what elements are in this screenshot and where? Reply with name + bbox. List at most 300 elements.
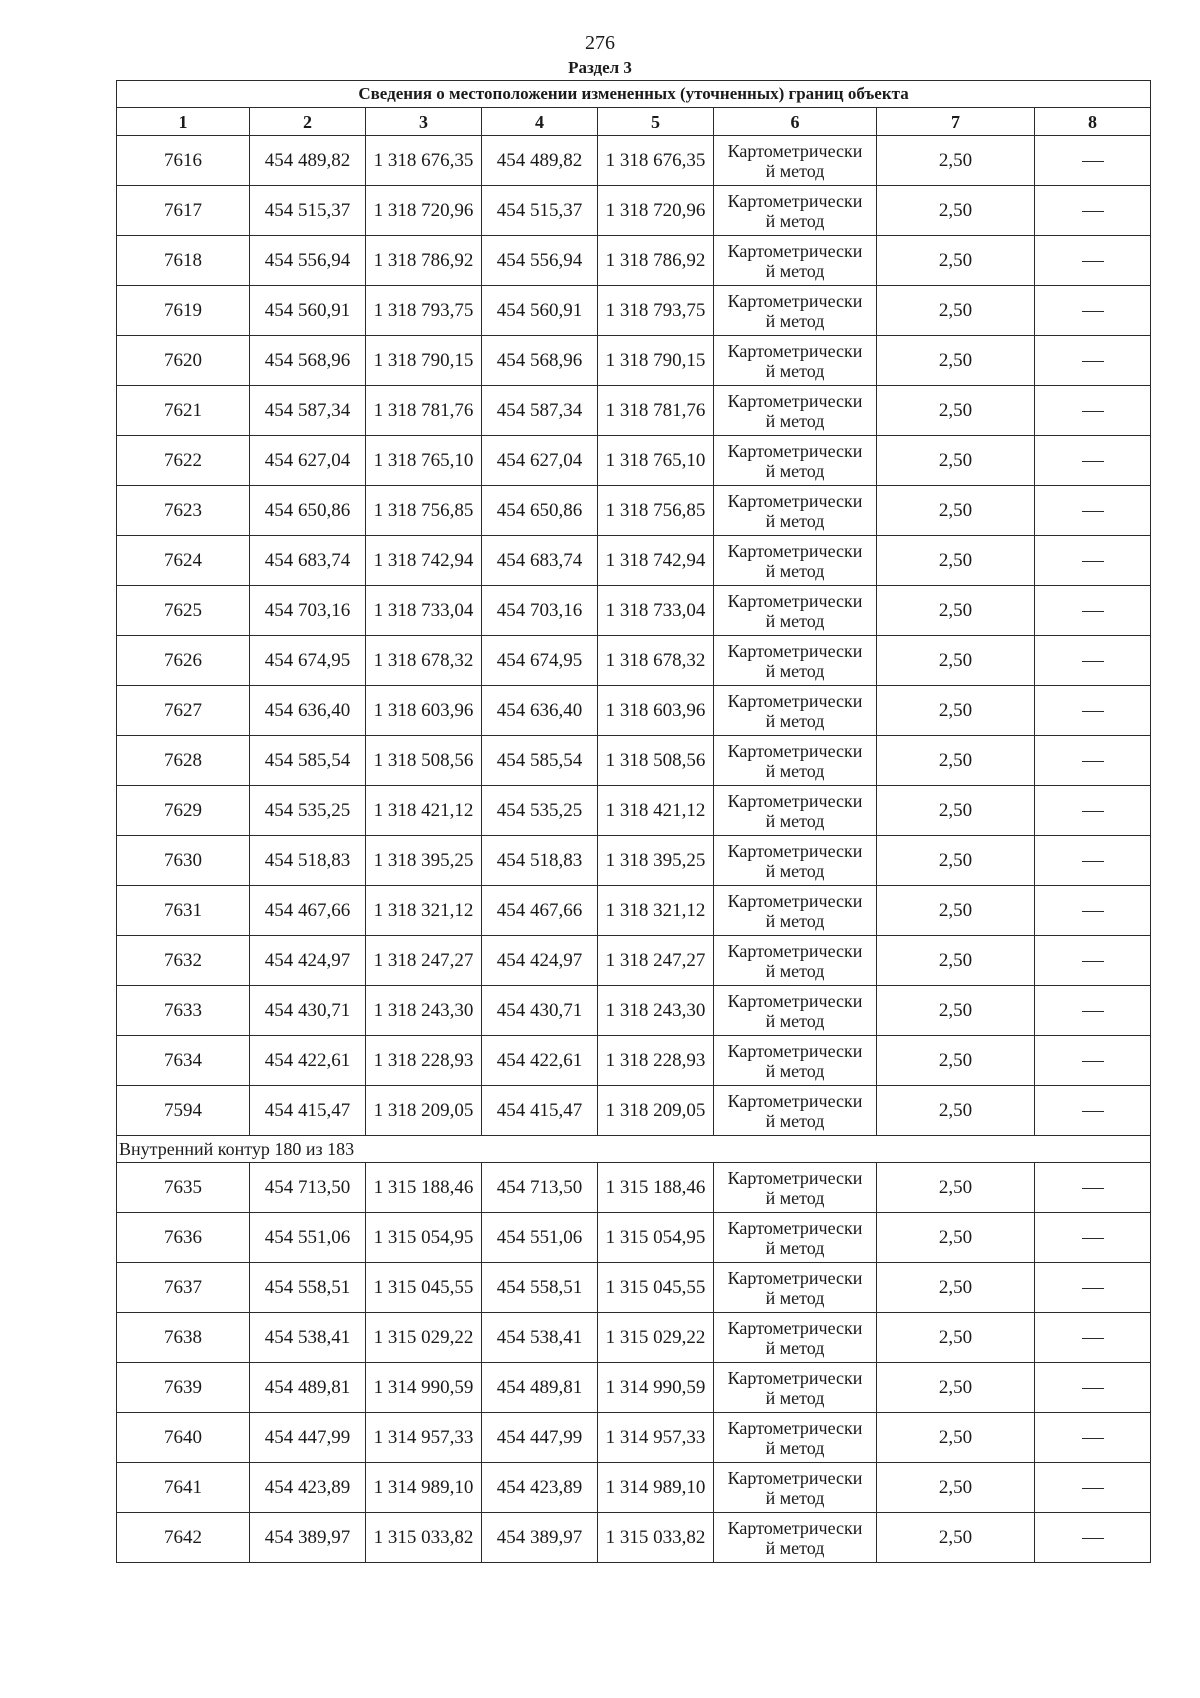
cell-col-5: 1 318 508,56	[598, 736, 714, 786]
empty-value-dash	[1082, 361, 1104, 362]
cell-col-6	[714, 786, 877, 836]
column-number: 2	[250, 108, 366, 136]
cell-col-7: 2,50	[877, 836, 1035, 886]
cell-col-2: 454 430,71	[250, 986, 366, 1036]
table-row	[117, 186, 1151, 236]
cell-col-7: 2,50	[877, 186, 1035, 236]
cell-col-3: 1 318 720,96	[366, 186, 482, 236]
cell-col-6	[714, 386, 877, 436]
cell-col-2: 454 585,54	[250, 736, 366, 786]
cell-col-1: 7631	[117, 886, 250, 936]
cell-col-4: 454 650,86	[482, 486, 598, 536]
empty-value-dash	[1082, 461, 1104, 462]
cell-col-4: 454 674,95	[482, 636, 598, 686]
cell-col-4: 454 585,54	[482, 736, 598, 786]
method-text-line-2: й метод	[765, 610, 825, 631]
cell-col-1: 7616	[117, 136, 250, 186]
cell-col-3: 1 318 247,27	[366, 936, 482, 986]
cell-col-7: 2,50	[877, 786, 1035, 836]
cell-col-7: 2,50	[877, 986, 1035, 1036]
cell-col-2: 454 447,99	[250, 1413, 366, 1463]
cell-col-1: 7633	[117, 986, 250, 1036]
cell-col-6	[714, 236, 877, 286]
cell-col-6	[714, 336, 877, 386]
cell-col-4: 454 636,40	[482, 686, 598, 736]
cell-col-4: 454 587,34	[482, 386, 598, 436]
table-row	[117, 836, 1151, 886]
empty-value-dash	[1082, 1011, 1104, 1012]
cell-col-3: 1 318 733,04	[366, 586, 482, 636]
table-row	[117, 1313, 1151, 1363]
cell-col-1: 7635	[117, 1163, 250, 1213]
method-text-line-2: й метод	[765, 510, 825, 531]
cell-col-7: 2,50	[877, 236, 1035, 286]
method-text-line-2: й метод	[765, 560, 825, 581]
table-row	[117, 1513, 1151, 1563]
cell-col-5: 1 318 790,15	[598, 336, 714, 386]
method-text-line-2: й метод	[765, 1237, 825, 1258]
table-row	[117, 1163, 1151, 1213]
method-text-line-2: й метод	[765, 1010, 825, 1031]
cell-col-8	[1035, 686, 1151, 736]
cell-col-4: 454 515,37	[482, 186, 598, 236]
cell-col-4: 454 703,16	[482, 586, 598, 636]
cell-col-3: 1 318 321,12	[366, 886, 482, 936]
cell-col-5: 1 318 793,75	[598, 286, 714, 336]
cell-col-7: 2,50	[877, 286, 1035, 336]
cell-col-5: 1 315 054,95	[598, 1213, 714, 1263]
cell-col-1: 7639	[117, 1363, 250, 1413]
cell-col-8	[1035, 586, 1151, 636]
cell-col-7: 2,50	[877, 1463, 1035, 1513]
cell-col-3: 1 315 188,46	[366, 1163, 482, 1213]
cell-col-5: 1 318 243,30	[598, 986, 714, 1036]
cell-col-5: 1 318 421,12	[598, 786, 714, 836]
cell-col-2: 454 422,61	[250, 1036, 366, 1086]
column-number: 1	[117, 108, 250, 136]
cell-col-4: 454 430,71	[482, 986, 598, 1036]
cell-col-6	[714, 736, 877, 786]
table-row	[117, 536, 1151, 586]
cell-col-3: 1 318 781,76	[366, 386, 482, 436]
method-text-line-2: й метод	[765, 1537, 825, 1558]
table-row	[117, 1263, 1151, 1313]
cell-col-8	[1035, 1413, 1151, 1463]
table-row	[117, 1413, 1151, 1463]
cell-col-1: 7640	[117, 1413, 250, 1463]
method-text-line-1: Картометрически	[727, 640, 863, 661]
column-number: 6	[714, 108, 877, 136]
method-text-line-1: Картометрически	[727, 340, 863, 361]
empty-value-dash	[1082, 1238, 1104, 1239]
empty-value-dash	[1082, 861, 1104, 862]
cell-col-6	[714, 1263, 877, 1313]
section-title: Раздел 3	[568, 58, 632, 77]
table-row	[117, 636, 1151, 686]
page-number: 276	[585, 32, 615, 54]
method-text-line-2: й метод	[765, 1110, 825, 1131]
cell-col-2: 454 703,16	[250, 586, 366, 636]
cell-col-8	[1035, 386, 1151, 436]
cell-col-6	[714, 1086, 877, 1136]
cell-col-5: 1 318 720,96	[598, 186, 714, 236]
cell-col-4: 454 489,82	[482, 136, 598, 186]
empty-value-dash	[1082, 211, 1104, 212]
contour-label: Внутренний контур 180 из 183	[117, 1136, 1151, 1163]
cell-col-6	[714, 1213, 877, 1263]
cell-col-6	[714, 1036, 877, 1086]
cell-col-6	[714, 486, 877, 536]
cell-col-2: 454 489,81	[250, 1363, 366, 1413]
cell-col-5: 1 318 321,12	[598, 886, 714, 936]
cell-col-6	[714, 286, 877, 336]
cell-col-4: 454 538,41	[482, 1313, 598, 1363]
cell-col-3: 1 318 786,92	[366, 236, 482, 286]
contour-section	[117, 1136, 1151, 1163]
cell-col-5: 1 318 765,10	[598, 436, 714, 486]
cell-col-5: 1 318 209,05	[598, 1086, 714, 1136]
table-row	[117, 236, 1151, 286]
method-text-line-2: й метод	[765, 410, 825, 431]
method-text-line-1: Картометрически	[727, 840, 863, 861]
table-row	[117, 786, 1151, 836]
cell-col-3: 1 318 508,56	[366, 736, 482, 786]
cell-col-6	[714, 1363, 877, 1413]
cell-col-7: 2,50	[877, 686, 1035, 736]
cell-col-3: 1 318 742,94	[366, 536, 482, 586]
table-row	[117, 1363, 1151, 1413]
method-text-line-1: Картометрически	[727, 890, 863, 911]
table-row	[117, 1086, 1151, 1136]
cell-col-5: 1 318 247,27	[598, 936, 714, 986]
cell-col-1: 7622	[117, 436, 250, 486]
cell-col-6	[714, 686, 877, 736]
cell-col-7: 2,50	[877, 936, 1035, 986]
cell-col-6	[714, 136, 877, 186]
column-number: 7	[877, 108, 1035, 136]
cell-col-3: 1 314 957,33	[366, 1413, 482, 1463]
table-row	[117, 486, 1151, 536]
cell-col-8	[1035, 786, 1151, 836]
cell-col-5: 1 318 395,25	[598, 836, 714, 886]
cell-col-8	[1035, 1313, 1151, 1363]
cell-col-4: 454 424,97	[482, 936, 598, 986]
cell-col-3: 1 318 765,10	[366, 436, 482, 486]
empty-value-dash	[1082, 611, 1104, 612]
cell-col-6	[714, 1463, 877, 1513]
cell-col-3: 1 318 243,30	[366, 986, 482, 1036]
cell-col-8	[1035, 136, 1151, 186]
cell-col-2: 454 415,47	[250, 1086, 366, 1136]
empty-value-dash	[1082, 1338, 1104, 1339]
method-text-line-2: й метод	[765, 1337, 825, 1358]
cell-col-3: 1 318 790,15	[366, 336, 482, 386]
cell-col-1: 7636	[117, 1213, 250, 1263]
cell-col-2: 454 423,89	[250, 1463, 366, 1513]
cell-col-6	[714, 1163, 877, 1213]
method-text-line-2: й метод	[765, 960, 825, 981]
method-text-line-2: й метод	[765, 460, 825, 481]
table-row	[117, 986, 1151, 1036]
cell-col-2: 454 627,04	[250, 436, 366, 486]
cell-col-5: 1 315 045,55	[598, 1263, 714, 1313]
method-text-line-2: й метод	[765, 1487, 825, 1508]
column-number-row	[117, 108, 1151, 136]
table-row	[117, 736, 1151, 786]
cell-col-5: 1 318 781,76	[598, 386, 714, 436]
method-text-line-1: Картометрически	[727, 690, 863, 711]
cell-col-7: 2,50	[877, 1263, 1035, 1313]
cell-col-6	[714, 836, 877, 886]
cell-col-4: 454 447,99	[482, 1413, 598, 1463]
cell-col-2: 454 587,34	[250, 386, 366, 436]
cell-col-4: 454 518,83	[482, 836, 598, 886]
cell-col-8	[1035, 1086, 1151, 1136]
empty-value-dash	[1082, 811, 1104, 812]
cell-col-7: 2,50	[877, 1163, 1035, 1213]
cell-col-7: 2,50	[877, 586, 1035, 636]
cell-col-3: 1 315 054,95	[366, 1213, 482, 1263]
cell-col-8	[1035, 836, 1151, 886]
method-text-line-2: й метод	[765, 360, 825, 381]
method-text-line-2: й метод	[765, 710, 825, 731]
cell-col-8	[1035, 286, 1151, 336]
cell-col-7: 2,50	[877, 636, 1035, 686]
empty-value-dash	[1082, 1538, 1104, 1539]
cell-col-5: 1 318 676,35	[598, 136, 714, 186]
method-text-line-1: Картометрически	[727, 140, 863, 161]
cell-col-8	[1035, 436, 1151, 486]
method-text-line-1: Картометрически	[727, 990, 863, 1011]
method-text-line-1: Картометрически	[727, 590, 863, 611]
cell-col-4: 454 415,47	[482, 1086, 598, 1136]
table-row	[117, 586, 1151, 636]
cell-col-8	[1035, 1036, 1151, 1086]
cell-col-4: 454 560,91	[482, 286, 598, 336]
cell-col-5: 1 314 989,10	[598, 1463, 714, 1513]
empty-value-dash	[1082, 661, 1104, 662]
cell-col-6	[714, 536, 877, 586]
empty-value-dash	[1082, 1111, 1104, 1112]
method-text-line-2: й метод	[765, 260, 825, 281]
cell-col-1: 7628	[117, 736, 250, 786]
column-number: 8	[1035, 108, 1151, 136]
method-text-line-2: й метод	[765, 160, 825, 181]
method-text-line-1: Картометрически	[727, 290, 863, 311]
cell-col-7: 2,50	[877, 1086, 1035, 1136]
cell-col-8	[1035, 736, 1151, 786]
cell-col-8	[1035, 636, 1151, 686]
cell-col-3: 1 318 209,05	[366, 1086, 482, 1136]
cell-col-4: 454 489,81	[482, 1363, 598, 1413]
empty-value-dash	[1082, 961, 1104, 962]
cell-col-6	[714, 986, 877, 1036]
cell-col-7: 2,50	[877, 1036, 1035, 1086]
coordinates-table	[116, 80, 1151, 1563]
method-text-line-1: Картометрически	[727, 1217, 863, 1238]
cell-col-1: 7630	[117, 836, 250, 886]
method-text-line-1: Картометрически	[727, 1467, 863, 1488]
method-text-line-2: й метод	[765, 660, 825, 681]
cell-col-2: 454 683,74	[250, 536, 366, 586]
cell-col-2: 454 650,86	[250, 486, 366, 536]
cell-col-2: 454 424,97	[250, 936, 366, 986]
method-text-line-1: Картометрически	[727, 440, 863, 461]
cell-col-6	[714, 436, 877, 486]
empty-value-dash	[1082, 561, 1104, 562]
method-text-line-2: й метод	[765, 810, 825, 831]
cell-col-6	[714, 586, 877, 636]
cell-col-7: 2,50	[877, 436, 1035, 486]
cell-col-4: 454 422,61	[482, 1036, 598, 1086]
cell-col-2: 454 560,91	[250, 286, 366, 336]
cell-col-7: 2,50	[877, 886, 1035, 936]
cell-col-5: 1 315 033,82	[598, 1513, 714, 1563]
cell-col-4: 454 683,74	[482, 536, 598, 586]
cell-col-1: 7638	[117, 1313, 250, 1363]
empty-value-dash	[1082, 1288, 1104, 1289]
cell-col-5: 1 318 756,85	[598, 486, 714, 536]
cell-col-5: 1 318 678,32	[598, 636, 714, 686]
method-text-line-1: Картометрически	[727, 940, 863, 961]
cell-col-7: 2,50	[877, 1513, 1035, 1563]
cell-col-1: 7637	[117, 1263, 250, 1313]
cell-col-5: 1 318 733,04	[598, 586, 714, 636]
table-row	[117, 1213, 1151, 1263]
empty-value-dash	[1082, 311, 1104, 312]
cell-col-8	[1035, 1263, 1151, 1313]
method-text-line-2: й метод	[765, 1187, 825, 1208]
cell-col-3: 1 314 989,10	[366, 1463, 482, 1513]
cell-col-8	[1035, 1213, 1151, 1263]
cell-col-8	[1035, 1363, 1151, 1413]
cell-col-5: 1 315 029,22	[598, 1313, 714, 1363]
empty-value-dash	[1082, 411, 1104, 412]
method-text-line-2: й метод	[765, 1287, 825, 1308]
cell-col-2: 454 551,06	[250, 1213, 366, 1263]
cell-col-7: 2,50	[877, 1213, 1035, 1263]
cell-col-4: 454 535,25	[482, 786, 598, 836]
cell-col-1: 7620	[117, 336, 250, 386]
cell-col-7: 2,50	[877, 1313, 1035, 1363]
method-text-line-1: Картометрически	[727, 790, 863, 811]
cell-col-2: 454 713,50	[250, 1163, 366, 1213]
cell-col-3: 1 318 228,93	[366, 1036, 482, 1086]
method-text-line-2: й метод	[765, 1060, 825, 1081]
empty-value-dash	[1082, 1488, 1104, 1489]
method-text-line-1: Картометрически	[727, 1267, 863, 1288]
table-row	[117, 136, 1151, 186]
cell-col-5: 1 314 990,59	[598, 1363, 714, 1413]
cell-col-2: 454 556,94	[250, 236, 366, 286]
cell-col-3: 1 318 676,35	[366, 136, 482, 186]
table-row	[117, 436, 1151, 486]
cell-col-4: 454 467,66	[482, 886, 598, 936]
method-text-line-1: Картометрически	[727, 490, 863, 511]
cell-col-4: 454 558,51	[482, 1263, 598, 1313]
cell-col-5: 1 318 228,93	[598, 1036, 714, 1086]
cell-col-3: 1 315 029,22	[366, 1313, 482, 1363]
method-text-line-1: Картометрически	[727, 1417, 863, 1438]
cell-col-1: 7625	[117, 586, 250, 636]
cell-col-1: 7632	[117, 936, 250, 986]
table-row	[117, 386, 1151, 436]
cell-col-6	[714, 1313, 877, 1363]
cell-col-6	[714, 636, 877, 686]
cell-col-6	[714, 1513, 877, 1563]
cell-col-7: 2,50	[877, 336, 1035, 386]
cell-col-3: 1 315 033,82	[366, 1513, 482, 1563]
table-row	[117, 936, 1151, 986]
cell-col-8	[1035, 986, 1151, 1036]
cell-col-4: 454 556,94	[482, 236, 598, 286]
cell-col-4: 454 551,06	[482, 1213, 598, 1263]
cell-col-8	[1035, 1513, 1151, 1563]
method-text-line-1: Картометрически	[727, 740, 863, 761]
cell-col-4: 454 568,96	[482, 336, 598, 386]
table-row	[117, 336, 1151, 386]
column-number: 5	[598, 108, 714, 136]
empty-value-dash	[1082, 511, 1104, 512]
cell-col-1: 7621	[117, 386, 250, 436]
cell-col-1: 7594	[117, 1086, 250, 1136]
method-text-line-2: й метод	[765, 210, 825, 231]
empty-value-dash	[1082, 261, 1104, 262]
cell-col-3: 1 314 990,59	[366, 1363, 482, 1413]
cell-col-3: 1 318 395,25	[366, 836, 482, 886]
cell-col-6	[714, 936, 877, 986]
empty-value-dash	[1082, 761, 1104, 762]
method-text-line-2: й метод	[765, 1387, 825, 1408]
cell-col-8	[1035, 936, 1151, 986]
cell-col-8	[1035, 536, 1151, 586]
method-text-line-1: Картометрически	[727, 1367, 863, 1388]
cell-col-3: 1 318 793,75	[366, 286, 482, 336]
cell-col-1: 7619	[117, 286, 250, 336]
table-body-block-1	[117, 136, 1151, 1136]
method-text-line-1: Картометрически	[727, 190, 863, 211]
cell-col-2: 454 535,25	[250, 786, 366, 836]
cell-col-8	[1035, 236, 1151, 286]
cell-col-5: 1 314 957,33	[598, 1413, 714, 1463]
cell-col-2: 454 568,96	[250, 336, 366, 386]
cell-col-1: 7617	[117, 186, 250, 236]
cell-col-1: 7623	[117, 486, 250, 536]
empty-value-dash	[1082, 1388, 1104, 1389]
cell-col-8	[1035, 186, 1151, 236]
cell-col-6	[714, 186, 877, 236]
table-row	[117, 286, 1151, 336]
cell-col-8	[1035, 1163, 1151, 1213]
method-text-line-1: Картометрически	[727, 1517, 863, 1538]
method-text-line-2: й метод	[765, 310, 825, 331]
cell-col-6	[714, 1413, 877, 1463]
cell-col-8	[1035, 336, 1151, 386]
empty-value-dash	[1082, 1188, 1104, 1189]
method-text-line-2: й метод	[765, 910, 825, 931]
method-text-line-1: Картометрически	[727, 390, 863, 411]
table-row	[117, 1036, 1151, 1086]
method-text-line-2: й метод	[765, 1437, 825, 1458]
cell-col-7: 2,50	[877, 1413, 1035, 1463]
method-text-line-1: Картометрически	[727, 540, 863, 561]
cell-col-2: 454 538,41	[250, 1313, 366, 1363]
empty-value-dash	[1082, 911, 1104, 912]
cell-col-8	[1035, 486, 1151, 536]
cell-col-2: 454 467,66	[250, 886, 366, 936]
cell-col-5: 1 318 786,92	[598, 236, 714, 286]
cell-col-1: 7626	[117, 636, 250, 686]
